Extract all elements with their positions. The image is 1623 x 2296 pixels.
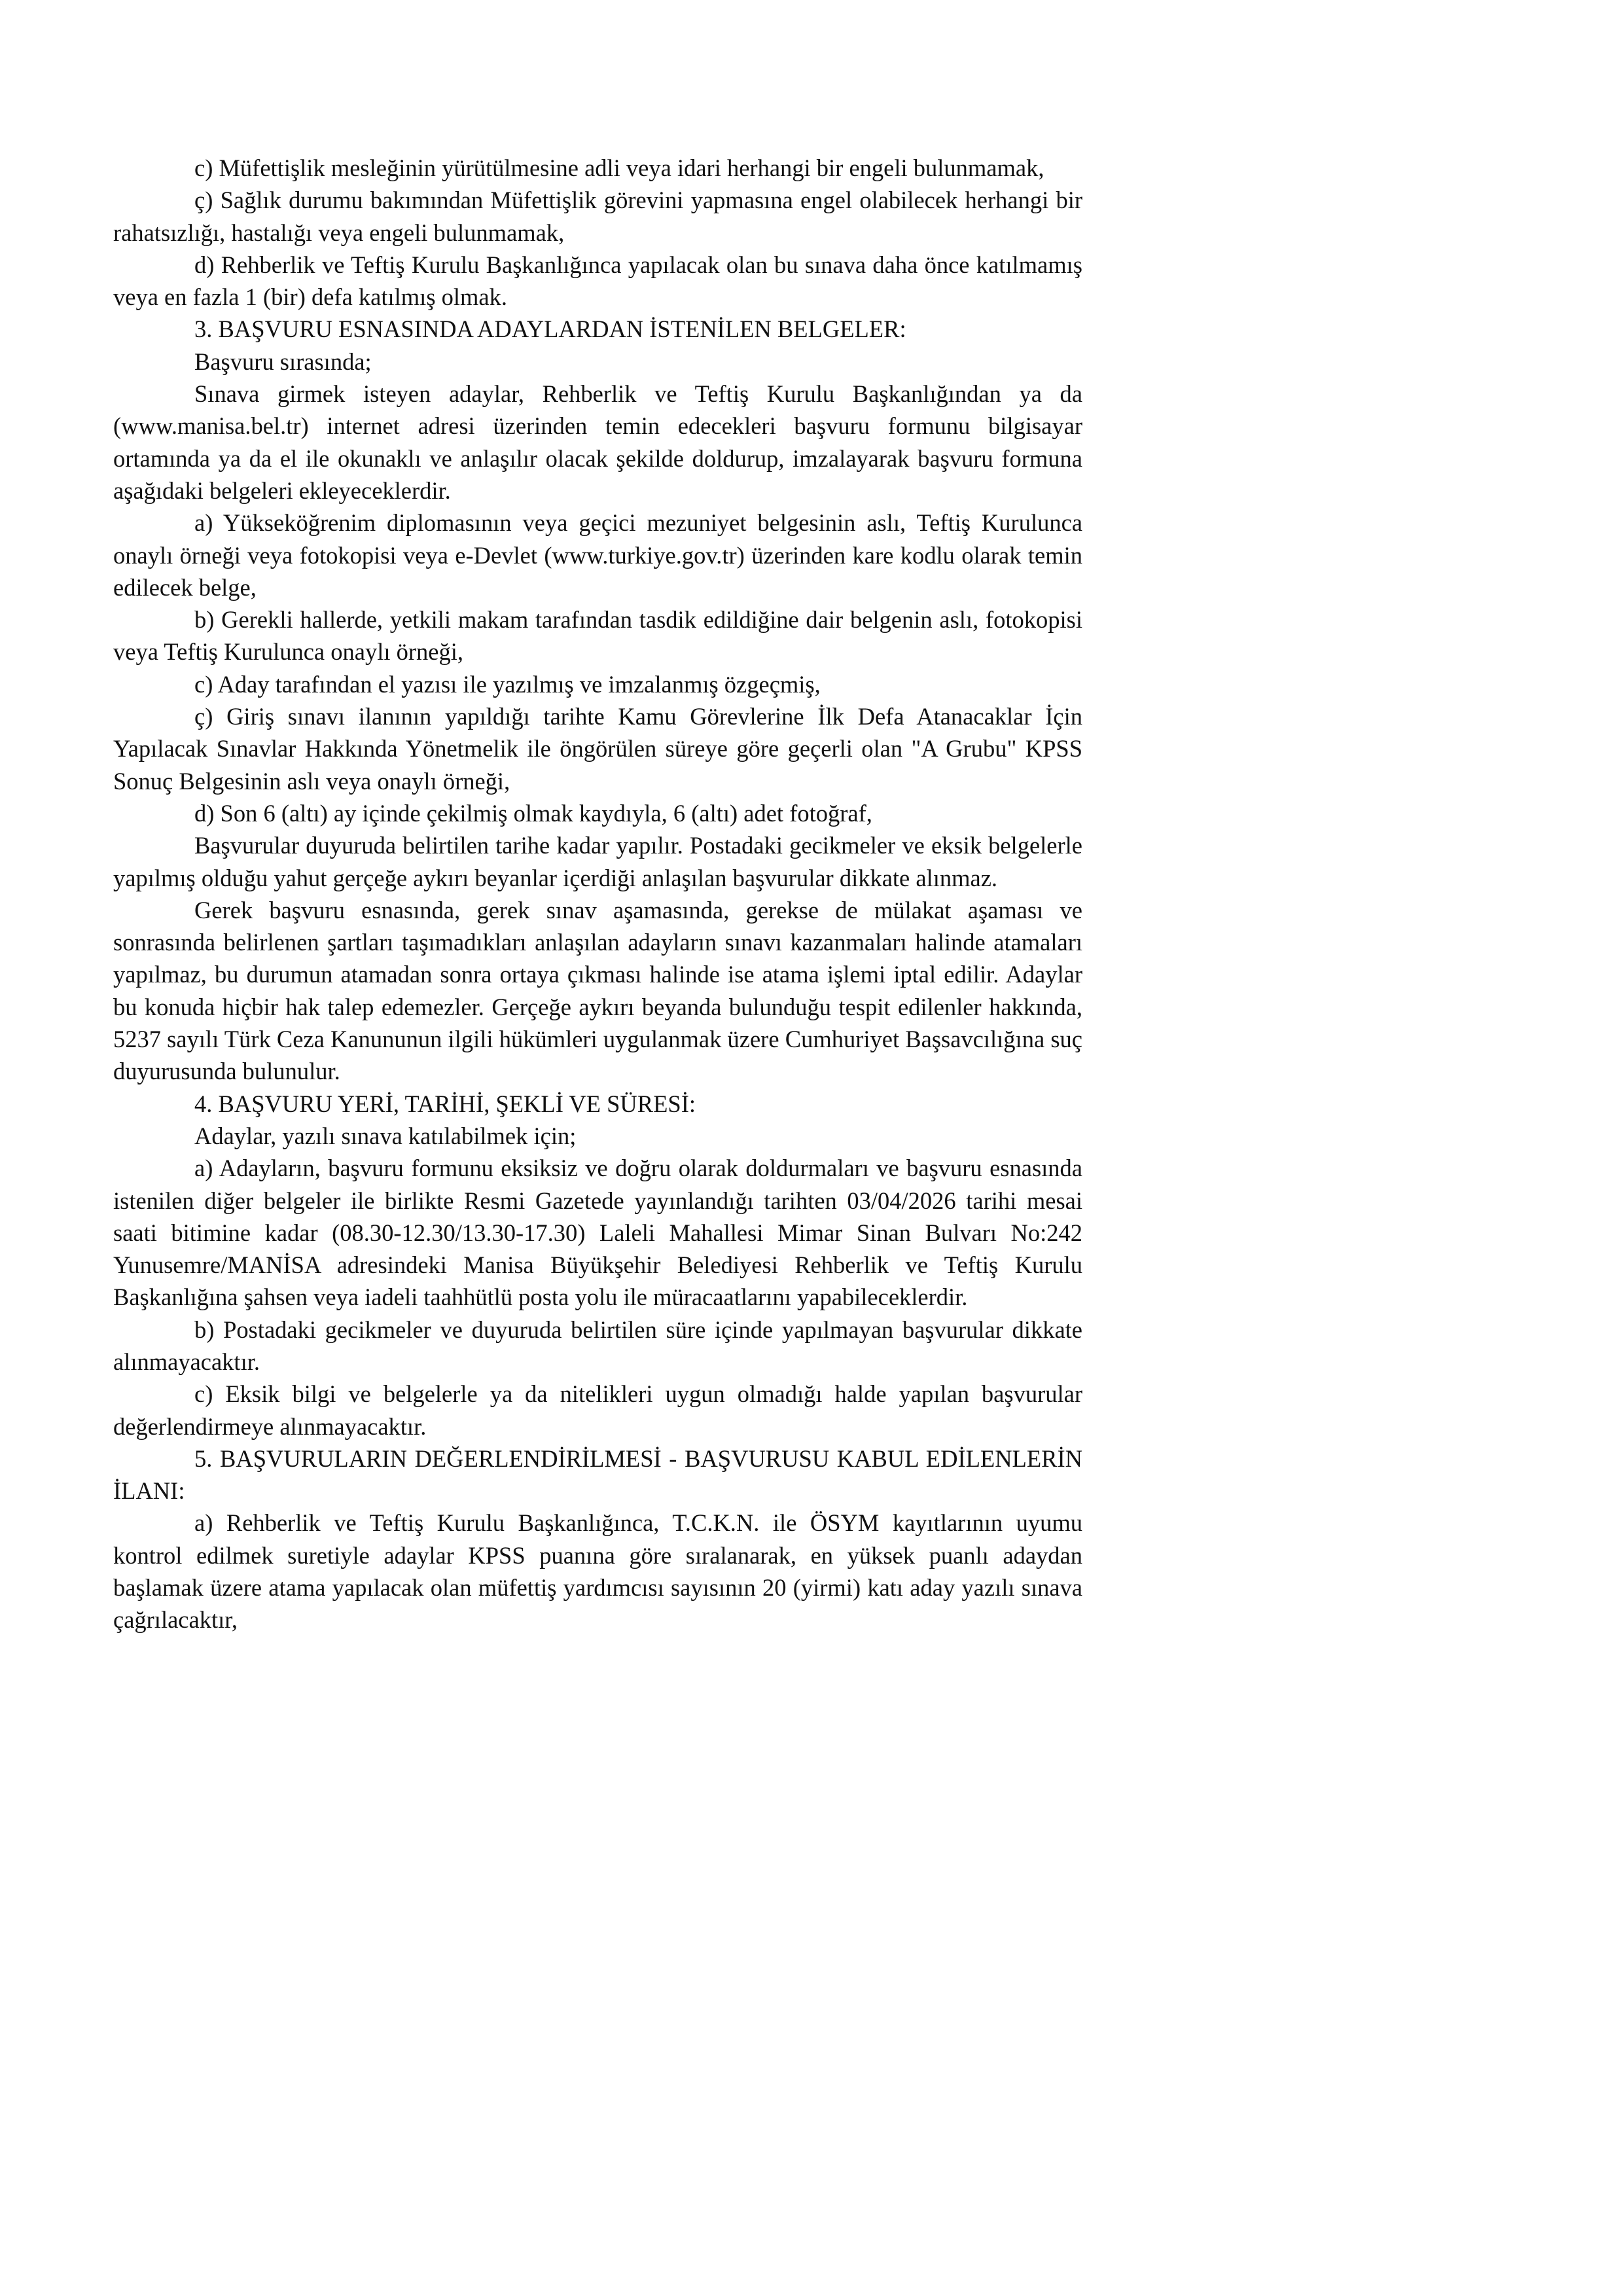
section-3-intro: Başvuru sırasında; xyxy=(194,348,372,375)
section-4-item-c-incomplete: c) Eksik bilgi ve belgelerle ya da nitelikleri uygun olmadığı halde yapılan başvurular değerlendirmeye alınmayacaktır. xyxy=(113,1380,1082,1440)
item-c-no-legal-obstacle: c) Müfettişlik mesleğinin yürütülmesine adli veya idari herhangi bir engeli bulunmamak, xyxy=(194,154,1044,181)
document-c-resume: c) Aday tarafından el yazısı ile yazılmış ve imzalanmış özgeçmiş, xyxy=(194,670,821,698)
item-d-previous-attempts: d) Rehberlik ve Teftiş Kurulu Başkanlığınca yapılacak olan bu sınava daha önce katılmamış veya en fazla 1 (bir) defa katılmış olmak. xyxy=(113,251,1082,311)
section-4-heading: 4. BAŞVURU YERİ, TARİHİ, ŞEKLİ VE SÜRESİ: xyxy=(194,1090,696,1117)
section-4-intro: Adaylar, yazılı sınava katılabilmek için; xyxy=(194,1122,577,1149)
document-d-photos: d) Son 6 (altı) ay içinde çekilmiş olmak kaydıyla, 6 (altı) adet fotoğraf, xyxy=(194,799,872,827)
document-b-certified-copy: b) Gerekli hallerde, yetkili makam tarafından tasdik edildiğine dair belgenin aslı, fotokopisi veya Teftiş Kurulunca onaylı örneği, xyxy=(113,606,1082,666)
section-4-item-a-location-date: a) Adayların, başvuru formunu eksiksiz ve doğru olarak doldurmaları ve başvuru esnasında istenilen diğer belgeler ile birlikte Resmi Gazetede yayınlandığı tarihten 03/04/2026 tarihi mesai saati bitimine kadar (08.30-12.30/13.30-17.30) Laleli Mahallesi Mimar Sinan Bulvarı No:242 Yunusemre/MANİSA adresindeki Manisa Büyükşehir Belediyesi Rehberlik ve Teftiş Kurulu Başkanlığına şahsen veya iadeli taahhütlü posta yolu ile müracaatlarını yapabileceklerdir. xyxy=(113,1155,1082,1311)
document-body xyxy=(113,152,1082,1636)
section-5-heading: 5. BAŞVURULARIN DEĞERLENDİRİLMESİ - BAŞVURUSU KABUL EDİLENLERİN İLANI: xyxy=(113,1444,1082,1505)
application-deadline-note: Başvurular duyuruda belirtilen tarihe kadar yapılır. Postadaki gecikmeler ve eksik belgelerle yapılmış olduğu yahut gerçeğe aykırı beyanlar içerdiği anlaşılan başvurular dikkate alınmaz. xyxy=(113,832,1082,891)
false-declaration-warning: Gerek başvuru esnasında, gerek sınav aşamasında, gerekse de mülakat aşaması ve sonrasında belirlenen şartları taşımadıkları anlaşılan adayların sınavı kazanmaları halinde atamaları yapılmaz, bu durumun atamadan sonra ortaya çıkması halinde ise atama işlemi iptal edilir. Adaylar bu konuda hiçbir hak talep edemezler. Gerçeğe aykırı beyanda bulunduğu tespit edilenler hakkında, 5237 sayılı Türk Ceza Kanununun ilgili hükümleri uygulanmak üzere Cumhuriyet Başsavcılığına suç duyurusunda bulunulur. xyxy=(113,896,1082,1085)
item-cc-health-condition: ç) Sağlık durumu bakımından Müfettişlik görevini yapmasına engel olabilecek herhangi bir rahatsızlığı, hastalığı veya engeli bulunmamak, xyxy=(113,187,1082,246)
section-3-application-form: Sınava girmek isteyen adaylar, Rehberlik ve Teftiş Kurulu Başkanlığından ya da (www.manisa.bel.tr) internet adresi üzerinden temin edecekleri başvuru formunu bilgisayar ortamında ya da el ile okunaklı ve anlaşılır olacak şekilde doldurup, imzalayarak başvuru formuna aşağıdaki belgeleri ekleyeceklerdir. xyxy=(113,380,1082,504)
document-a-diploma: a) Yükseköğrenim diplomasının veya geçici mezuniyet belgesinin aslı, Teftiş Kurulunca onaylı örneği veya fotokopisi veya e-Devlet (www.turkiye.gov.tr) üzerinden kare kodlu olarak temin edilecek belge, xyxy=(113,509,1082,601)
section-5-item-a-ranking: a) Rehberlik ve Teftiş Kurulu Başkanlığınca, T.C.K.N. ile ÖSYM kayıtlarının uyumu kontrol edilmek suretiyle adaylar KPSS puanına göre sıralanarak, en yüksek puanlı adaydan başlamak üzere atama yapılacak olan müfettiş yardımcısı sayısının 20 (yirmi) katı aday yazılı sınava çağrılacaktır, xyxy=(113,1509,1082,1634)
section-4-item-b-postal-delays: b) Postadaki gecikmeler ve duyuruda belirtilen süre içinde yapılmayan başvurular dikkate alınmayacaktır. xyxy=(113,1316,1082,1375)
section-3-heading: 3. BAŞVURU ESNASINDA ADAYLARDAN İSTENİLEN BELGELER: xyxy=(194,315,906,343)
document-cc-kpss-result: ç) Giriş sınavı ilanının yapıldığı tarihte Kamu Görevlerine İlk Defa Atanacaklar İçin Yapılacak Sınavlar Hakkında Yönetmelik ile öngörülen süreye göre geçerli olan "A Grubu" KPSS Sonuç Belgesinin aslı veya onaylı örneği, xyxy=(113,703,1082,795)
